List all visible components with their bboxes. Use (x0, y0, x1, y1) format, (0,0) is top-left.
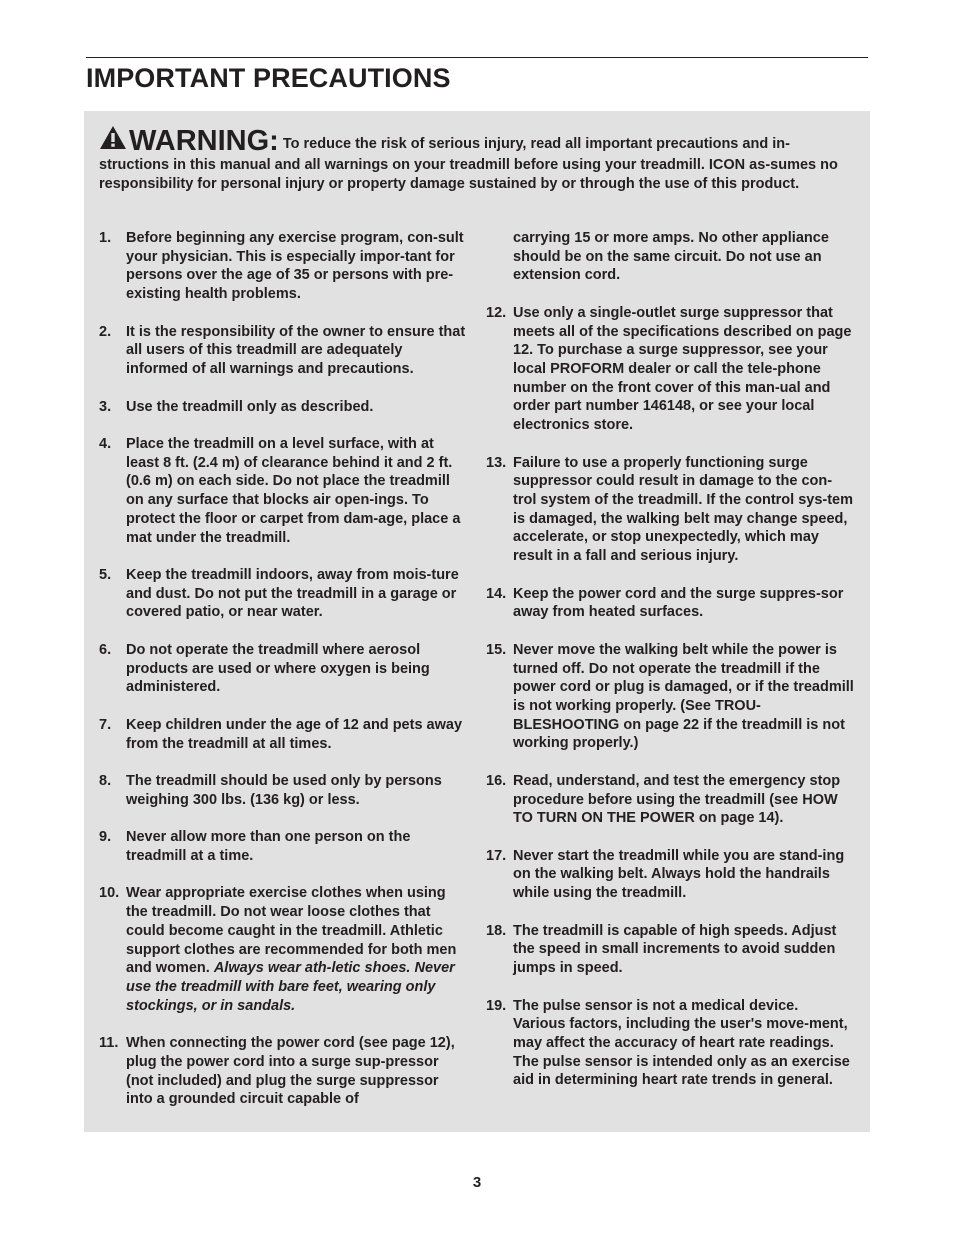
precautions-right-column (486, 229, 854, 1109)
item-text: Never start the treadmill while you are stand-ing on the walking belt. Always hold the handrails while using the treadmill. (513, 847, 845, 902)
item-text: Place the treadmill on a level surface, with at least 8 ft. (2.4 m) of clearance behind it and 2 ft. (0.6 m) on each side. Do not place the treadmill on any surface that blocks air open-ings. To protect the floor or carpet from dam-age, place a mat under the treadmill. (126, 436, 461, 546)
item-number: 15. (486, 641, 507, 658)
item-number: 7. (99, 716, 112, 733)
item-number: 3. (99, 398, 112, 415)
precaution-item (486, 454, 854, 566)
item-text: Keep the treadmill indoors, away from mois-ture and dust. Do not put the treadmill in a garage or covered patio, or near water. (126, 567, 459, 621)
item-text: Use only a single-outlet surge suppressor that meets all of the specifications described on page 12. To purchase a surge suppressor, see your local PROFORM dealer or call the tele-phone number on the front cover of this man-ual and order part number 146148, or see your local electronics store. (513, 304, 852, 434)
warning-text: To reduce the risk of serious injury, read all important precautions and in-structions in this manual and all warnings on your treadmill before using your treadmill. ICON as-sumes no responsibility for personal injury or property damage sustained by or through the use of this product. (99, 136, 838, 192)
warning-triangle-icon (99, 125, 127, 150)
warning-label: WARNING: (129, 125, 279, 157)
item-text: The treadmill should be used only by persons weighing 300 lbs. (136 kg) or less. (126, 773, 442, 808)
item-text: Keep children under the age of 12 and pets away from the treadmill at all times. (126, 716, 463, 752)
item-number: 9. (99, 829, 112, 846)
precaution-item (486, 847, 854, 903)
precaution-item (99, 716, 467, 753)
item-number: 10. (99, 885, 120, 902)
item-text: carrying 15 or more amps. No other appliance should be on the same circuit. Do not use an extension cord. (513, 230, 829, 284)
item-number: 2. (99, 323, 112, 340)
item-text: It is the responsibility of the owner to ensure that all users of this treadmill are adequately informed of all warnings and precautions. (126, 323, 466, 378)
precaution-item (99, 828, 467, 865)
item-number: 13. (486, 454, 507, 471)
item-number: 14. (486, 585, 507, 602)
item-text: Never move the walking belt while the power is turned off. Do not operate the treadmill if the power cord or plug is damaged, or if the treadmill is not working properly. (See TROU-BLESHOOTING on page 22 if the treadmill is not working properly.) (513, 641, 854, 752)
item-text: Use the treadmill only as described. (126, 398, 374, 415)
item-number: 8. (99, 773, 112, 790)
item-text: Failure to use a properly functioning surge suppressor could result in damage to the con-trol system of the treadmill. If the control sys-tem is damaged, the walking belt may change speed, accelerate, or stop unexpectedly, which may result in a fall and serious injury. (513, 454, 854, 565)
precaution-item (486, 585, 854, 622)
precaution-item (486, 304, 854, 435)
item-number: 17. (486, 847, 507, 864)
item-number: 4. (99, 436, 112, 453)
item-text: Wear appropriate exercise clothes when using the treadmill. Do not wear loose clothes that could become caught in the treadmill. Athletic support clothes are recommended for both men and women. (126, 885, 457, 977)
item-text: Before beginning any exercise program, con-sult your physician. This is especially impor-tant for persons over the age of 35 or persons with pre-existing health problems. (126, 230, 464, 303)
precaution-item (99, 772, 467, 809)
item-number: 16. (486, 772, 507, 789)
item-text-italic: Always wear ath-letic shoes. Never use the treadmill with bare feet, wearing only stockings, or in sandals. (126, 960, 455, 1014)
item-text: Read, understand, and test the emergency stop procedure before using the treadmill (see HOW TO TURN ON THE POWER on page 14). (513, 772, 841, 827)
item-text: Never allow more than one person on the treadmill at a time. (126, 829, 411, 864)
precaution-item (99, 884, 467, 1015)
item-number: 19. (486, 997, 507, 1014)
precaution-item (486, 997, 854, 1091)
item-number: 11. (99, 1035, 119, 1052)
item-number: 6. (99, 641, 112, 658)
precaution-item (99, 1034, 467, 1109)
precaution-item (486, 772, 854, 828)
page-title: IMPORTANT PRECAUTIONS (86, 63, 451, 93)
page-number: 3 (472, 1174, 482, 1191)
precautions-left-column (99, 229, 467, 1128)
top-rule (86, 57, 868, 58)
precaution-item (99, 398, 467, 417)
item-text: Do not operate the treadmill where aerosol products are used or where oxygen is being administered. (126, 641, 430, 696)
item-text: Keep the power cord and the surge suppres-sor away from heated surfaces. (513, 585, 844, 621)
precaution-item (99, 435, 467, 547)
item-text: When connecting the power cord (see page 12), plug the power cord into a surge sup-pressor (not included) and plug the surge suppressor into a grounded circuit capable of (126, 1035, 455, 1108)
precaution-item (486, 641, 854, 753)
item-number: 12. (486, 304, 507, 321)
precaution-item (99, 566, 467, 622)
item-number: 5. (99, 567, 112, 584)
precaution-item-continued (486, 229, 854, 285)
precaution-item (99, 229, 467, 304)
warning-box (84, 111, 870, 1132)
precaution-item (486, 922, 854, 978)
item-number: 18. (486, 922, 507, 939)
item-text: The treadmill is capable of high speeds. Adjust the speed in small increments to avoid sudden jumps in speed. (513, 922, 837, 977)
item-number: 1. (99, 230, 112, 246)
item-text: The pulse sensor is not a medical device. Various factors, including the user's move-ment, may affect the accuracy of heart rate readings. The pulse sensor is intended only as an exercise aid in determining heart rate trends in general. (513, 997, 850, 1089)
precaution-item (99, 323, 467, 379)
precaution-item (99, 641, 467, 697)
warning-intro (99, 125, 839, 194)
